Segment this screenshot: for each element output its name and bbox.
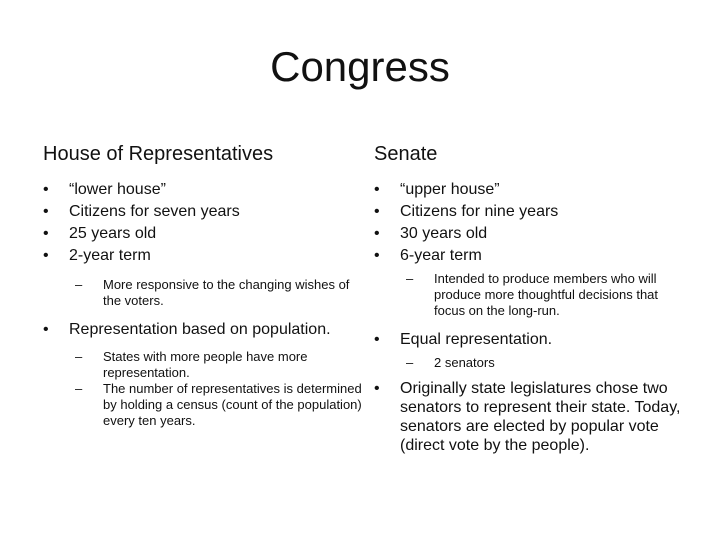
bullet-icon: • [43,225,49,242]
senate-representation-text: Equal representation. [400,331,553,348]
bullet-icon: • [374,331,380,348]
house-representation-sub [43,349,363,381]
dash-icon: – [406,271,414,286]
bullet-icon: • [43,321,49,338]
senate-bullet [374,245,686,267]
house-representation-sub-text: The number of representatives is determined by holding a census (count of the population) every ten years. [103,381,362,428]
house-representation-text: Representation based on population. [69,321,331,338]
senate-bullet-text: 6-year term [400,247,482,264]
house-term-sub-text: More responsive to the changing wishes of the voters. [103,277,350,308]
house-representation-sub [43,381,363,429]
house-bullet [43,201,363,223]
senate-representation-sub [374,355,686,371]
house-bullet-text: “lower house” [69,181,166,198]
senate-bullet-text: “upper house” [400,181,500,198]
senate-term-sub [374,271,686,319]
bullet-icon: • [43,181,49,198]
senate-selection-text: Originally state legislatures chose two senators to represent their state. Today, senators are elected by popular vote (direct vote by the people). [400,380,681,454]
house-bullet-text: 25 years old [69,225,157,242]
house-bullet [43,223,363,245]
senate-bullet-text: 30 years old [400,225,488,242]
house-heading: House of Representatives [43,143,274,165]
senate-selection [374,379,686,455]
slide-title: Congress [270,43,450,90]
bullet-icon: • [43,247,49,264]
senate-bullet-text: Citizens for nine years [400,203,559,220]
house-bullet-text: 2-year term [69,247,151,264]
dash-icon: – [406,355,414,370]
senate-term-sub-text: Intended to produce members who will produce more thoughtful decisions that focus on the long-run. [434,271,659,318]
senate-bullet [374,223,686,245]
senate-representation-sub-text: 2 senators [434,355,495,370]
house-representation-sub-text: States with more people have more representation. [103,349,308,380]
house-bullet [43,179,363,201]
bullet-icon: • [374,181,380,198]
senate-column [374,141,686,455]
bullet-icon: • [43,203,49,220]
house-column [43,141,363,429]
dash-icon: – [75,277,83,292]
dash-icon: – [75,381,83,396]
house-bullet-text: Citizens for seven years [69,203,240,220]
senate-bullet [374,201,686,223]
house-bullet [43,245,363,267]
senate-heading: Senate [374,143,438,165]
house-term-sub [43,277,363,309]
senate-representation [374,329,686,351]
bullet-icon: • [374,203,380,220]
dash-icon: – [75,349,83,364]
bullet-icon: • [374,247,380,264]
senate-bullet [374,179,686,201]
bullet-icon: • [374,225,380,242]
house-representation [43,319,363,341]
bullet-icon: • [374,380,380,397]
